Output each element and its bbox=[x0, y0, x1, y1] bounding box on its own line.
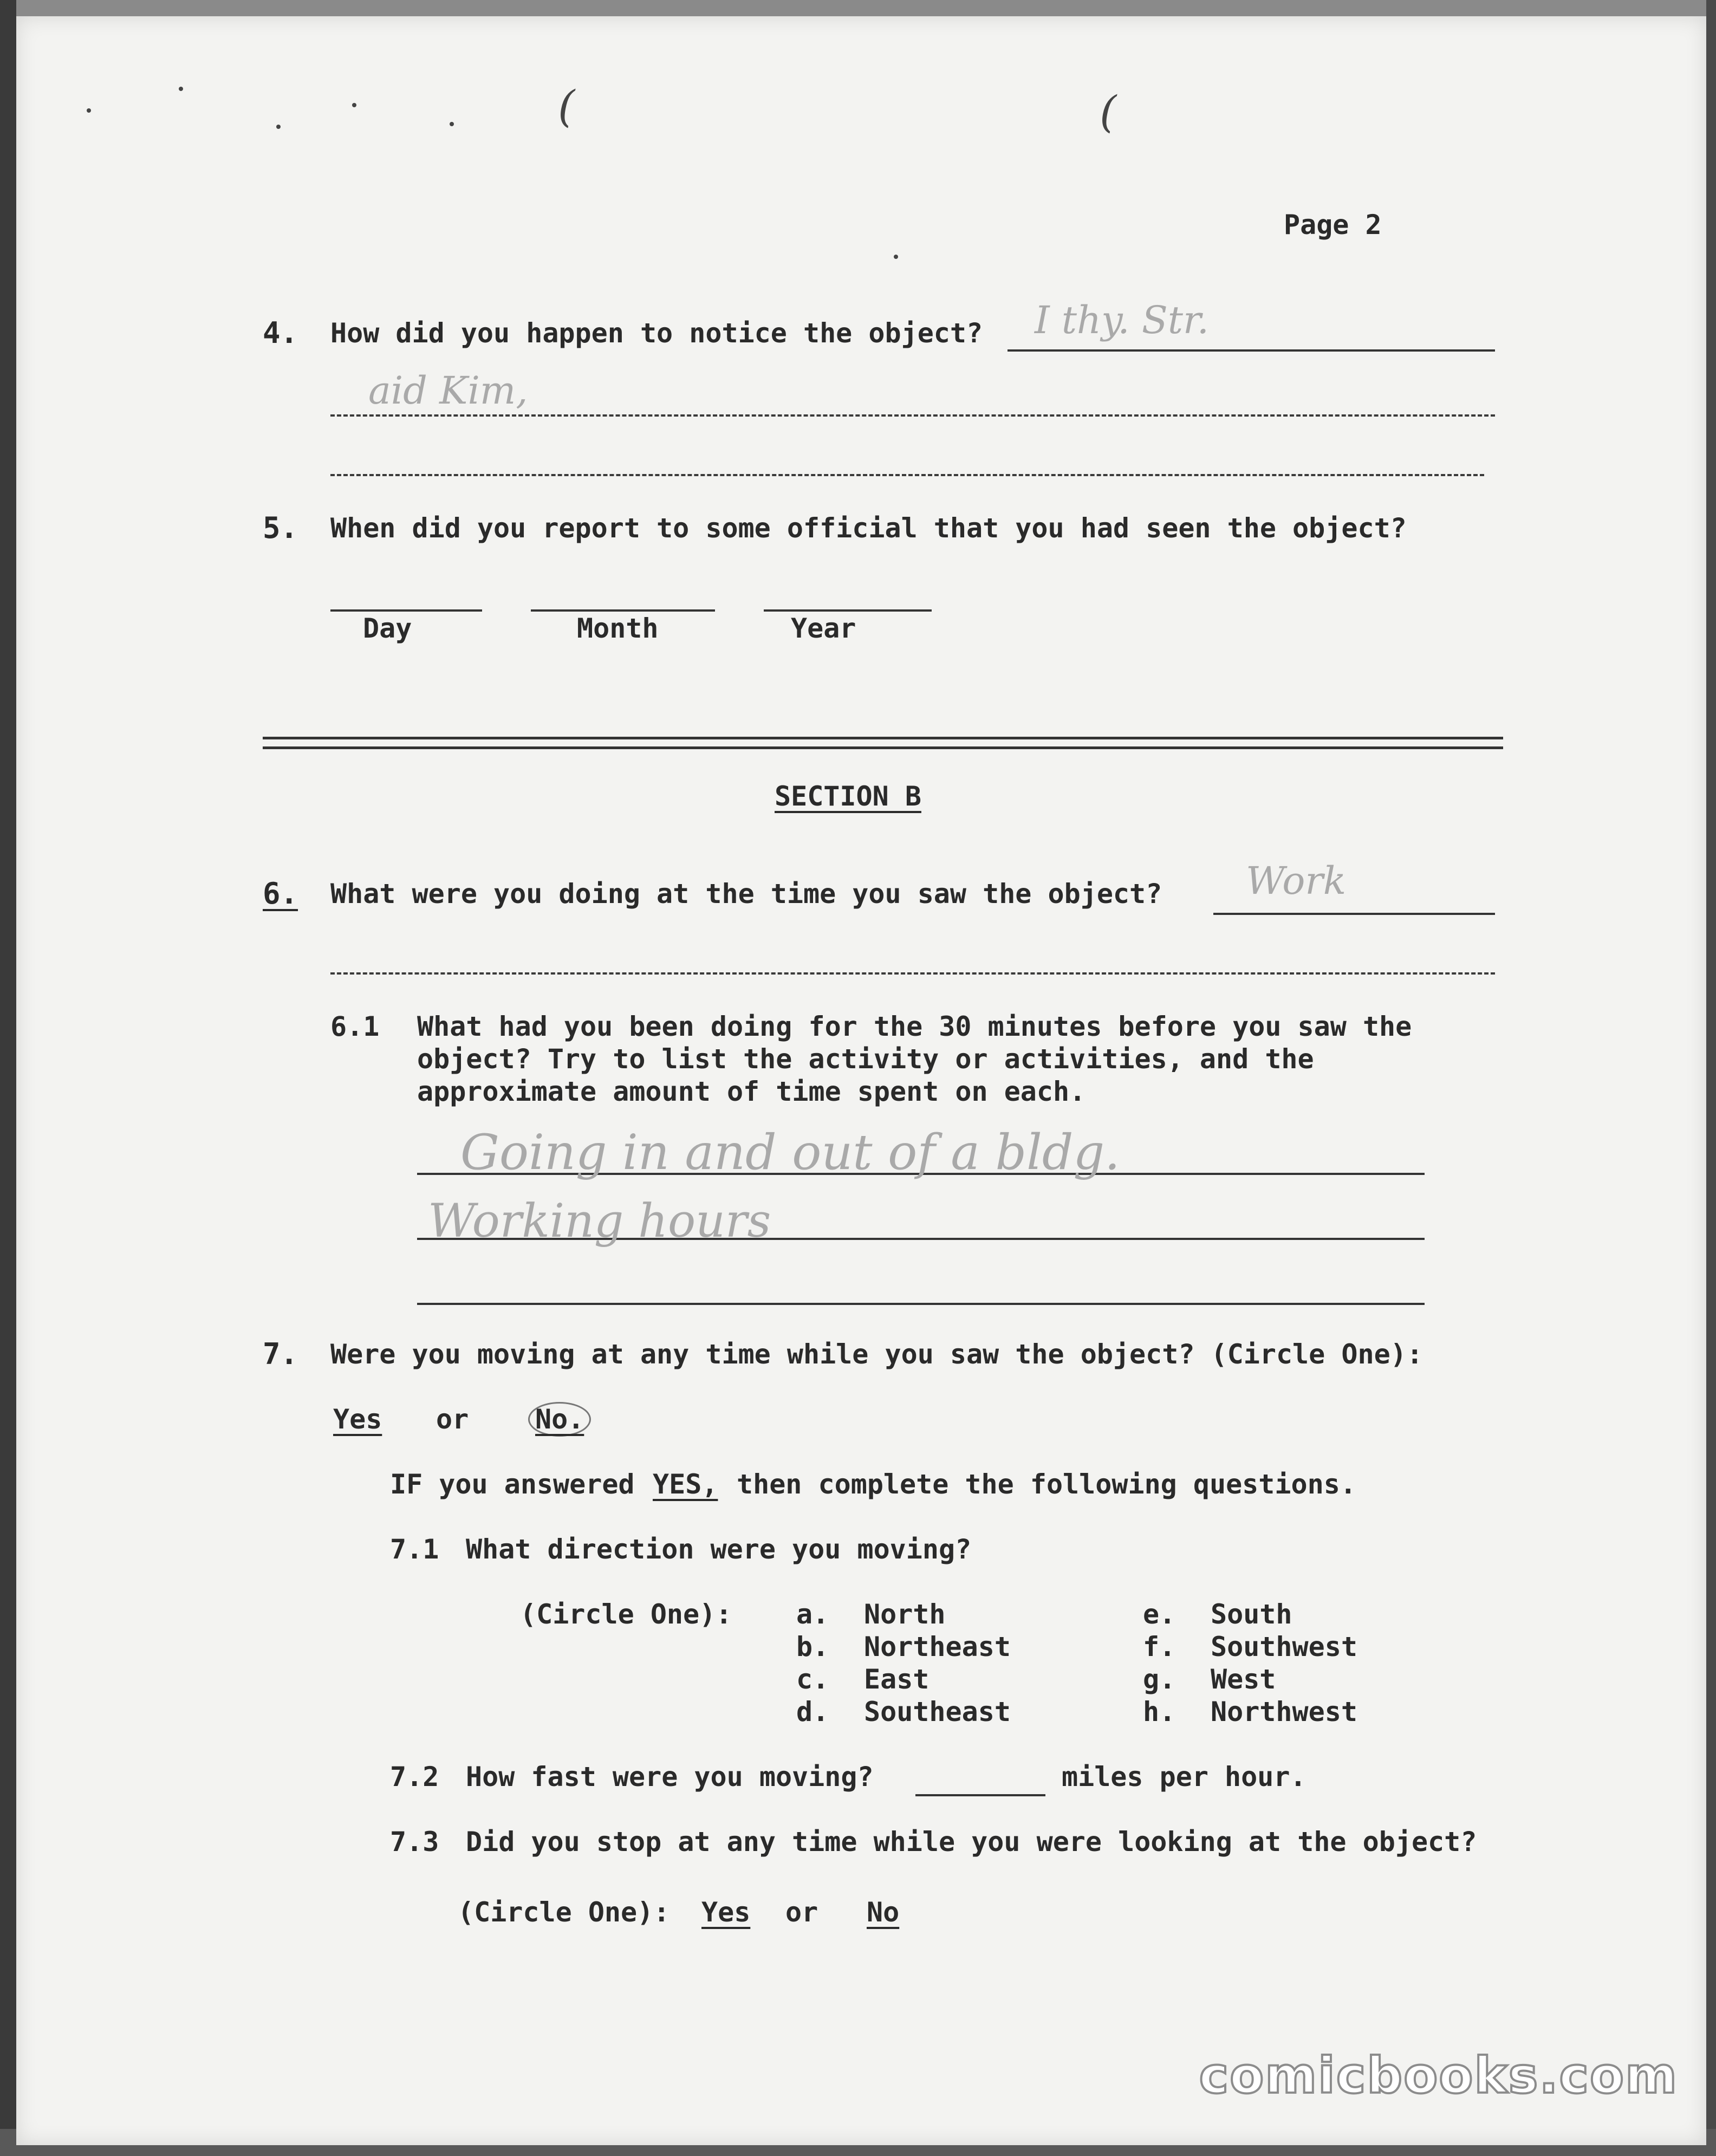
q5-year-label: Year bbox=[791, 613, 856, 644]
section-divider-top bbox=[263, 737, 1503, 739]
document-page bbox=[16, 16, 1706, 2145]
page-number: Page 2 bbox=[1284, 209, 1382, 241]
q4-handwriting-1: I thy. Str. bbox=[1035, 298, 1209, 342]
section-b-title: SECTION B bbox=[775, 781, 921, 812]
q4-answer-line-2[interactable] bbox=[330, 414, 1495, 417]
q6-1-handwriting-1: Going in and out of a bldg. bbox=[460, 1124, 1120, 1181]
q6-1-line-2: object? Try to list the activity or activities, and the bbox=[417, 1043, 1314, 1075]
direction-option-west[interactable]: West bbox=[1211, 1664, 1276, 1695]
direction-option-letter: d. bbox=[796, 1696, 829, 1728]
section-divider-bottom bbox=[263, 746, 1503, 749]
q7-3-or: or bbox=[785, 1897, 818, 1928]
scan-edge-left bbox=[0, 0, 16, 2156]
direction-option-letter: f. bbox=[1143, 1631, 1176, 1663]
q5-year-line[interactable] bbox=[764, 609, 932, 612]
q7-no-option[interactable] bbox=[528, 1403, 591, 1436]
q7-text: Were you moving at any time while you saw the object? (Circle One): bbox=[330, 1339, 1423, 1370]
q5-month-label: Month bbox=[577, 613, 659, 644]
direction-option-northeast[interactable]: Northeast bbox=[864, 1631, 1011, 1663]
paren-mark: ( bbox=[558, 81, 575, 132]
q7-3-number: 7.3 bbox=[390, 1826, 439, 1858]
q7-if-prefix: IF you answered bbox=[390, 1469, 635, 1500]
direction-option-northwest[interactable]: Northwest bbox=[1211, 1696, 1357, 1728]
q7-1-number: 7.1 bbox=[390, 1534, 439, 1565]
direction-option-letter: b. bbox=[796, 1631, 829, 1663]
q7-number: 7. bbox=[263, 1337, 298, 1371]
direction-option-southeast[interactable]: Southeast bbox=[864, 1696, 1011, 1728]
paren-mark: ( bbox=[1100, 87, 1117, 137]
direction-option-southwest[interactable]: Southwest bbox=[1211, 1631, 1357, 1663]
q5-text: When did you report to some official that you had seen the object? bbox=[330, 512, 1407, 544]
q7-if-suffix: then complete the following questions. bbox=[737, 1469, 1356, 1500]
q6-1-handwriting-2: Working hours bbox=[428, 1194, 771, 1248]
q6-1-line-1: What had you been doing for the 30 minutes before you saw the bbox=[417, 1011, 1412, 1042]
direction-option-south[interactable]: South bbox=[1211, 1599, 1292, 1630]
scan-edge-top bbox=[0, 0, 1716, 16]
q7-1-text: What direction were you moving? bbox=[466, 1534, 972, 1565]
q4-text: How did you happen to notice the object? bbox=[330, 317, 983, 349]
scan-speck bbox=[276, 125, 281, 129]
direction-option-letter: a. bbox=[796, 1599, 829, 1630]
scan-speck bbox=[894, 255, 898, 259]
direction-option-letter: h. bbox=[1143, 1696, 1176, 1728]
watermark-logo: comicbooks.com bbox=[1199, 2047, 1678, 2105]
direction-option-east[interactable]: East bbox=[864, 1664, 929, 1695]
q4-number: 4. bbox=[263, 316, 298, 350]
q7-2-number: 7.2 bbox=[390, 1761, 439, 1793]
scan-speck bbox=[352, 103, 356, 107]
q7-no-circled: No. bbox=[528, 1402, 591, 1437]
q4-answer-line-3[interactable] bbox=[330, 474, 1484, 476]
q7-2-speed-line[interactable] bbox=[915, 1794, 1045, 1796]
q6-answer-line-1[interactable] bbox=[1213, 913, 1495, 915]
q7-2-text: How fast were you moving? bbox=[466, 1761, 874, 1793]
q6-handwriting: Work bbox=[1246, 859, 1347, 903]
q5-month-line[interactable] bbox=[531, 609, 715, 612]
q6-1-answer-line-3[interactable] bbox=[417, 1303, 1425, 1305]
direction-option-letter: c. bbox=[796, 1664, 829, 1695]
q6-1-line-3: approximate amount of time spent on each. bbox=[417, 1076, 1086, 1107]
q7-1-circle-label: (Circle One): bbox=[520, 1599, 732, 1630]
q6-text: What were you doing at the time you saw the object? bbox=[330, 878, 1162, 910]
q4-answer-line-1[interactable] bbox=[1007, 349, 1495, 352]
scan-speck bbox=[450, 122, 454, 126]
q7-3-yes-option[interactable]: Yes bbox=[701, 1897, 751, 1928]
q7-if-yes: YES, bbox=[653, 1469, 718, 1500]
scan-edge-right bbox=[1706, 0, 1716, 2156]
q7-3-no-option[interactable]: No bbox=[867, 1897, 900, 1928]
direction-option-letter: e. bbox=[1143, 1599, 1176, 1630]
q5-day-label: Day bbox=[363, 613, 412, 644]
q5-day-line[interactable] bbox=[330, 609, 482, 612]
q7-3-text: Did you stop at any time while you were looking at the object? bbox=[466, 1826, 1477, 1858]
scan-speck bbox=[179, 87, 183, 91]
q6-answer-line-2[interactable] bbox=[330, 972, 1495, 975]
direction-option-letter: g. bbox=[1143, 1664, 1176, 1695]
q6-number: 6. bbox=[263, 876, 298, 911]
scan-speck bbox=[87, 108, 91, 113]
q4-handwriting-2: aid Kim, bbox=[368, 368, 528, 413]
q7-2-unit: miles per hour. bbox=[1062, 1761, 1306, 1793]
q5-number: 5. bbox=[263, 511, 298, 545]
q7-or: or bbox=[436, 1404, 469, 1435]
q6-1-number: 6.1 bbox=[330, 1011, 380, 1042]
direction-option-north[interactable]: North bbox=[864, 1599, 946, 1630]
q7-yes-option[interactable]: Yes bbox=[333, 1404, 382, 1435]
q7-3-circle-label: (Circle One): bbox=[458, 1897, 670, 1928]
